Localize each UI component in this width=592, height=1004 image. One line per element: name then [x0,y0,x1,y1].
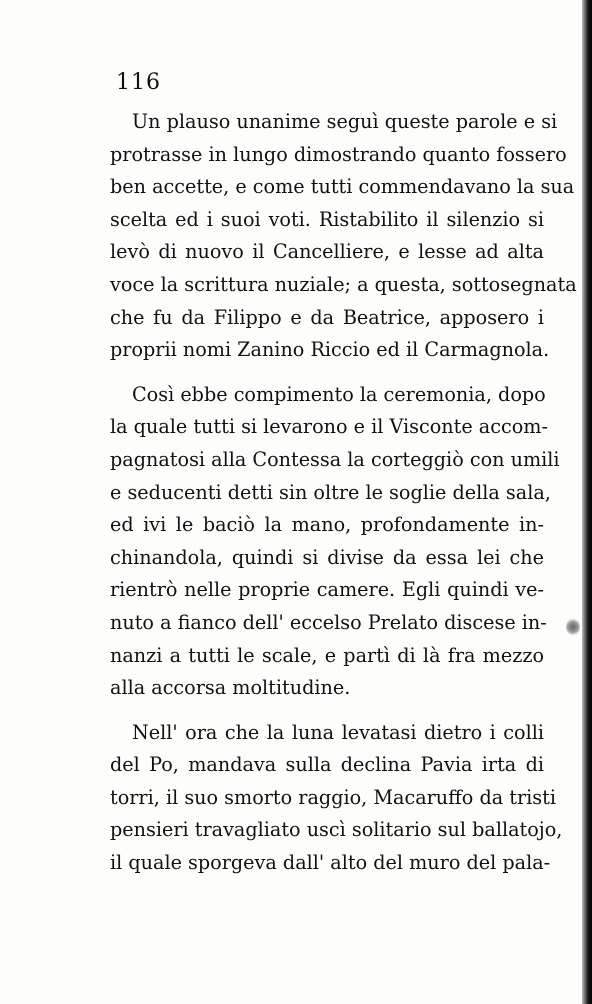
text-line: e seducenti detti sin oltre le soglie della sala, [110,480,551,504]
text-line: Nell' ora che la luna levatasi dietro i colli [132,720,544,744]
text-line: Un plauso unanime seguì queste parole e si [132,110,558,133]
text-line: nuto a fianco dell' eccelso Prelato discese in- [110,610,547,634]
text-line: protrasse in lungo dimostrando quanto fossero [110,142,567,166]
text-line: Così ebbe compimento la ceremonia, dopo [132,382,546,406]
text-line: voce la scrittura nuziale; a questa, sottosegnata [110,272,577,296]
text-line: rientrò nelle proprie camere. Egli quindi ve- [110,578,544,602]
paragraph-3 [110,717,563,880]
paragraph-gap [110,367,544,379]
text-line: ed ivi le baciò la mano, profondamente in- [110,513,544,537]
text-line: torri, il suo smorto raggio, Macaruffo da tristi [110,785,556,809]
text-line: chinandola, quindi si divise da essa lei che [110,545,544,569]
paragraph-2 [110,379,560,705]
page-number: 116 [116,70,161,95]
text-line: pensieri travagliato uscì solitario sul ballatojo, [110,818,563,842]
page-edge-shadow [582,0,592,1004]
text-line: la quale tutti si levarono e il Visconte accom- [110,415,548,439]
ink-smudge [566,618,580,636]
text-line: il quale sporgeva dall' alto del muro del pala- [110,851,551,875]
text-line: scelta ed i suoi voti. Ristabilito il silenzio si [110,207,544,231]
text-line: del Po, mandava sulla declina Pavia irta di [110,753,544,777]
paragraph-1 [110,106,577,367]
text-line: levò di nuovo il Cancelliere, e lesse ad alta [110,240,544,264]
body-text [110,106,577,880]
text-line: proprii nomi Zanino Riccio ed il Carmagnola. [110,338,550,362]
text-line: ben accette, e come tutti commendavano la sua [110,175,575,199]
text-line: pagnatosi alla Contessa la corteggiò con umili [110,447,560,471]
paragraph-gap [110,705,544,717]
text-line: che fu da Filippo e da Beatrice, apposero i [110,305,544,329]
text-line: nanzi a tutti le scale, e partì di là fra mezzo [110,643,544,667]
text-line: alla accorsa moltitudine. [110,676,351,700]
